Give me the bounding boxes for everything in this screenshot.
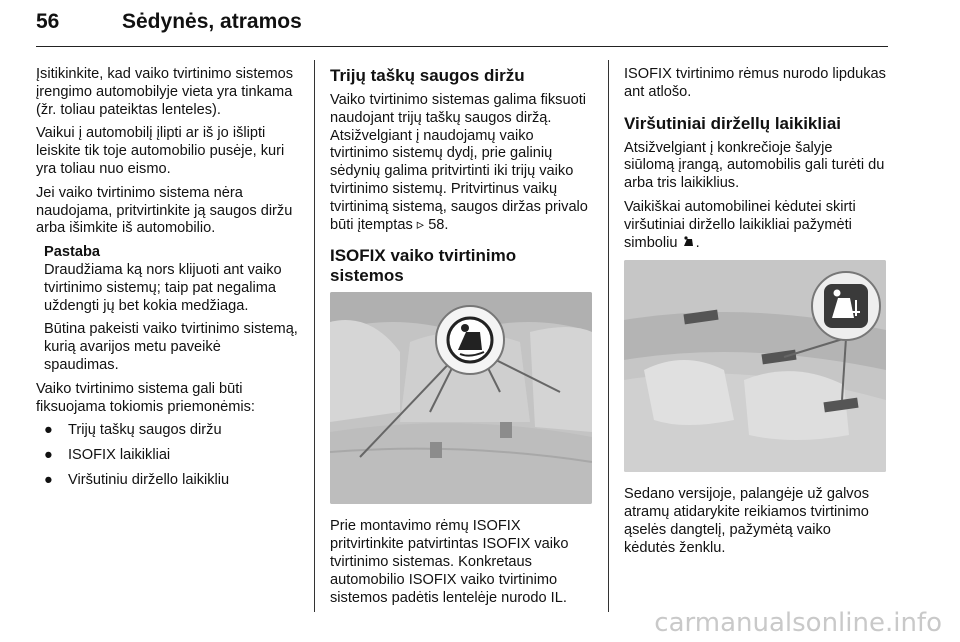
top-tether-illustration: [624, 260, 886, 472]
list-item: ● ISOFIX laikikliai: [44, 447, 171, 464]
paragraph: Prie montavimo rėmų ISOFIX pritvirtinkite patvirtintas ISOFIX vaiko tvirtinimo sistemas. Konkretaus automobilio ISOFIX vaiko tvirtinimo sistemos padėtis lentelėje nurodo IL.: [330, 518, 569, 606]
paragraph: Vaiko tvirtinimo sistemas galima fiksuoti naudojant trijų taškų saugos diržą. Atsižvelgiant į naudojamų vaiko tvirtinimo sistemų dydį, prie galinių sėdynių galima pritvirtinti iki trijų vaiko tvirtinimo sistemų. Pritvirtinus vaikų tvirtinimą sistemą, saugos diržas privalo būti įtemptas ▹ 58.: [330, 92, 588, 233]
note-title: Pastaba: [44, 244, 100, 261]
child-seat-icon: [682, 236, 696, 248]
paragraph: Vaikiškai automobilinei kėdutei skirti viršutiniai diržello laikikliai pažymėti simboliu .: [624, 198, 856, 251]
bullet-icon: ●: [44, 422, 53, 439]
page-title: Sėdynės, atramos: [122, 10, 302, 33]
column-3: [624, 66, 886, 564]
paragraph: Jei vaiko tvirtinimo sistema nėra naudojama, pritvirtinkite ją saugos diržu arba išimkite iš automobilio.: [36, 184, 293, 237]
section-heading: Viršutiniai diržellų laikikliai: [624, 113, 841, 133]
page-number: 56: [36, 10, 60, 33]
note-paragraph: Draudžiama ką nors klijuoti ant vaiko tvirtinimo sistemų; taip pat negalima uždengti jų bet kokia medžiaga.: [44, 261, 282, 314]
paragraph: Įsitikinkite, kad vaiko tvirtinimo sistemos įrengimo automobilyje vieta yra tinkama (žr. toliau pateiktas lenteles).: [36, 66, 294, 118]
section-heading: Trijų taškų saugos diržu: [330, 66, 525, 85]
bullet-list: [36, 422, 298, 489]
column-divider: [608, 60, 609, 612]
paragraph: Atsižvelgiant į konkrečioje šalyje siūlomą įrangą, automobilis gali turėti du arba tris laikiklius.: [624, 139, 885, 192]
note-box: [44, 244, 298, 375]
column-1: [36, 66, 298, 497]
column-divider: [314, 60, 315, 612]
section-heading: ISOFIX vaiko tvirtinimo sistemos: [330, 246, 517, 286]
note-paragraph: Būtina pakeisti vaiko tvirtinimo sistemą, kurią avarijos metu paveikė spaudimas.: [44, 321, 298, 373]
list-item: ● Trijų taškų saugos diržu: [44, 422, 222, 439]
bullet-icon: ●: [44, 471, 53, 488]
isofix-seat-illustration: [330, 292, 592, 504]
bullet-icon: ●: [44, 447, 53, 464]
page-header: [36, 6, 888, 48]
paragraph: Vaikui į automobilį įlipti ar iš jo išlipti leiskite tik toje automobilio pusėje, kuri yra toliau nuo eismo.: [36, 125, 285, 177]
reference-arrow-icon: ▹: [416, 216, 425, 233]
paragraph: Vaiko tvirtinimo sistema gali būti fiksuojama tokiomis priemonėmis:: [36, 380, 255, 415]
list-item: ● Viršutiniu diržello laikikliu: [44, 471, 230, 488]
paragraph: Sedano versijoje, palangėje už galvos atramų atidarykite reikiamos tvirtinimo ąselės dangtelį, pažymėtą vaiko kėdutės ženklu.: [624, 486, 870, 556]
paragraph: ISOFIX tvirtinimo rėmus nurodo lipdukas ant atlošo.: [624, 66, 886, 100]
column-2: [330, 66, 592, 613]
header-rule: [36, 46, 888, 47]
watermark: carmanualsonline.info: [654, 608, 942, 638]
